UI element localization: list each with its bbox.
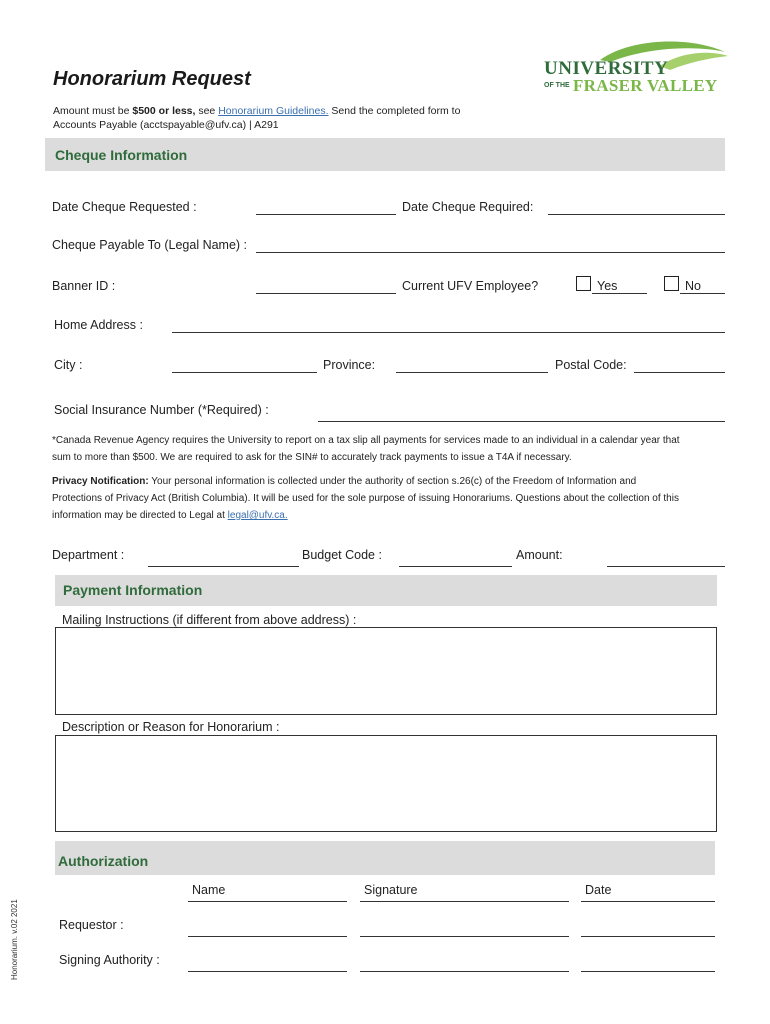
logo-fraser-valley: FRASER VALLEY (573, 76, 718, 95)
postal-code-field[interactable] (634, 372, 725, 373)
privacy-line3: information may be directed to Legal at (52, 510, 228, 521)
subtitle-send: Send the completed form to (328, 105, 461, 117)
signing-authority-label: Signing Authority : (59, 953, 160, 967)
banner-id-label: Banner ID : (52, 279, 116, 293)
signature-header-underline (360, 901, 569, 902)
description-textarea[interactable] (55, 735, 717, 832)
logo-university: UNIVERSITY (544, 58, 669, 79)
privacy-note (52, 473, 742, 524)
payable-to-field[interactable] (256, 252, 725, 253)
page-title: Honorarium Request (53, 68, 251, 90)
subtitle-see: see (195, 105, 219, 117)
mailing-label: Mailing Instructions (if different from above address) : (62, 613, 357, 627)
banner-id-field[interactable] (256, 293, 396, 294)
payment-section-title: Payment Information (63, 582, 203, 598)
page-subtitle (53, 104, 513, 132)
cra-note-line2: sum to more than $500. We are required to ask for the SIN# to accurately track payments to issue a T4A if necessary. (52, 452, 572, 463)
requestor-signature-field[interactable] (360, 936, 569, 937)
guidelines-link[interactable]: Honorarium Guidelines. (218, 105, 329, 117)
privacy-bold: Privacy Notification: (52, 476, 149, 487)
cra-note (52, 432, 732, 466)
signing-authority-name-field[interactable] (188, 971, 347, 972)
amount-label: Amount: (516, 548, 563, 562)
employee-no-label: No (685, 279, 701, 293)
cra-note-line1: *Canada Revenue Agency requires the University to report on a tax slip all payments for services made to an individual in a calendar year that (52, 435, 680, 446)
ufv-logo (540, 38, 730, 100)
requestor-date-field[interactable] (581, 936, 715, 937)
subtitle-amount-bold: $500 or less, (132, 105, 196, 117)
logo-of-the: OF THE (544, 82, 570, 89)
employee-yes-checkbox[interactable] (576, 276, 591, 291)
home-address-label: Home Address : (54, 318, 143, 332)
city-label: City : (54, 358, 83, 372)
employee-no-underline (680, 293, 725, 294)
province-field[interactable] (396, 372, 548, 373)
mailing-textarea[interactable] (55, 627, 717, 715)
home-address-field[interactable] (172, 332, 725, 333)
budget-code-label: Budget Code : (302, 548, 382, 562)
authorization-section-bar (55, 841, 715, 875)
city-field[interactable] (172, 372, 317, 373)
requestor-name-field[interactable] (188, 936, 347, 937)
sin-field[interactable] (318, 421, 725, 422)
version-footer: Honorarium. v.02 2021 (10, 899, 19, 980)
signing-authority-date-field[interactable] (581, 971, 715, 972)
signing-authority-signature-field[interactable] (360, 971, 569, 972)
description-label: Description or Reason for Honorarium : (62, 720, 280, 734)
name-header-underline (188, 901, 347, 902)
sin-label: Social Insurance Number (*Required) : (54, 403, 269, 417)
date-requested-field[interactable] (256, 214, 396, 215)
employee-yes-underline (592, 293, 647, 294)
cheque-section-title: Cheque Information (55, 147, 188, 163)
subtitle-line2: Accounts Payable (acctspayable@ufv.ca) | A291 (53, 119, 279, 131)
date-requested-label: Date Cheque Requested : (52, 200, 197, 214)
payable-to-label: Cheque Payable To (Legal Name) : (52, 238, 248, 252)
col-signature-header: Signature (364, 883, 418, 897)
province-label: Province: (323, 358, 376, 372)
col-date-header: Date (585, 883, 612, 897)
postal-code-label: Postal Code: (555, 358, 627, 372)
requestor-label: Requestor : (59, 918, 124, 932)
legal-email-link[interactable]: legal@ufv.ca. (227, 510, 288, 521)
privacy-line2: Protections of Privacy Act (British Columbia). It will be used for the sole purpose of issuing Honorariums. Questions about the collection of this (52, 493, 679, 504)
date-header-underline (581, 901, 715, 902)
date-required-label: Date Cheque Required: (402, 200, 534, 214)
subtitle-amount-prefix: Amount must be (53, 105, 133, 117)
department-label: Department : (52, 548, 125, 562)
department-field[interactable] (148, 566, 299, 567)
authorization-section-title: Authorization (58, 853, 149, 869)
date-required-field[interactable] (548, 214, 725, 215)
employee-yes-label: Yes (597, 279, 618, 293)
privacy-line1: Your personal information is collected under the authority of section s.26(c) of the Freedom of Information and (148, 476, 637, 487)
current-employee-label: Current UFV Employee? (402, 279, 539, 293)
amount-field[interactable] (607, 566, 725, 567)
employee-no-checkbox[interactable] (664, 276, 679, 291)
budget-code-field[interactable] (399, 566, 512, 567)
col-name-header: Name (192, 883, 226, 897)
